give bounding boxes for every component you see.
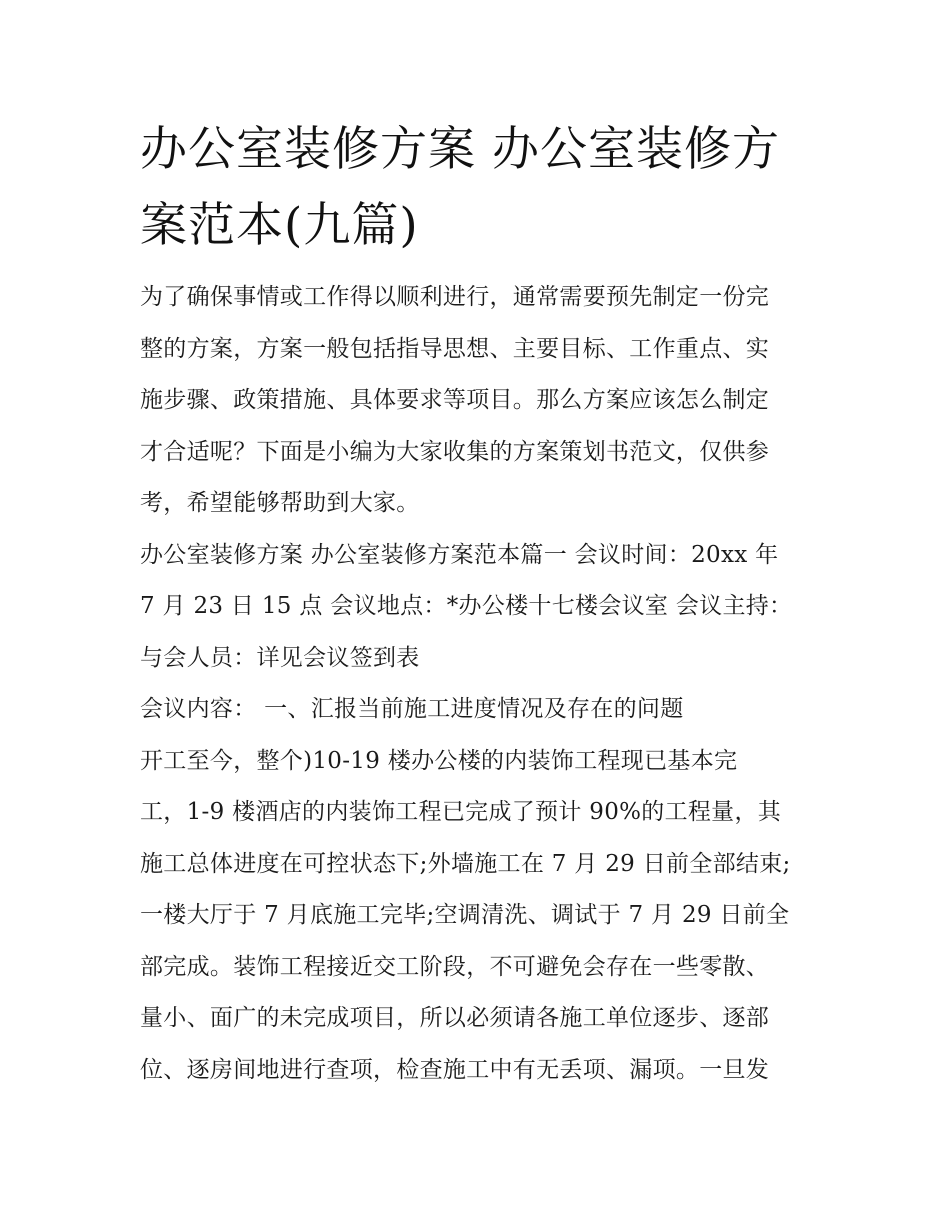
document-title [140,112,820,264]
title-line-2: 案范本(九篇) [140,198,419,253]
title-line-1: 办公室装修方案 办公室装修方 [140,122,780,177]
body-line: 施步骤、政策措施、具体要求等项目。那么方案应该怎么制定 [140,387,770,413]
body-line: 考，希望能够帮助到大家。 [140,490,420,516]
body-line: 与会人员：详见会议签到表 [140,644,420,671]
document-body [140,272,820,1096]
body-line: 部完成。装饰工程接近交工阶段，不可避免会存在一些零散、 [140,953,770,980]
body-line: 才合适呢？下面是小编为大家收集的方案策划书范文，仅供参 [140,438,770,465]
body-line: 施工总体进度在可控状态下;外墙施工在 7 月 29 日前全部结束; [140,850,791,877]
body-line: 工，1-9 楼酒店的内装饰工程已完成了预计 90%的工程量，其 [140,799,782,825]
body-line: 一楼大厅于 7 月底施工完毕;空调清洗、调试于 7 月 29 日前全 [140,902,790,928]
body-line: 为了确保事情或工作得以顺利进行，通常需要预先制定一份完 [140,284,770,310]
document-content [140,112,820,1096]
body-line: 位、逐房间地进行查项，检查施工中有无丢项、漏项。一旦发 [140,1056,770,1083]
body-line: 开工至今，整个)10-19 楼办公楼的内装饰工程现已基本完 [140,747,738,774]
body-line: 会议内容： 一、汇报当前施工进度情况及存在的问题 [140,696,684,722]
body-line: 办公室装修方案 办公室装修方案范本篇一 会议时间：20xx 年 [140,541,779,568]
body-line: 量小、面广的未完成项目，所以必须请各施工单位逐步、逐部 [140,1005,770,1031]
body-line: 整的方案，方案一般包括指导思想、主要目标、工作重点、实 [140,335,770,362]
body-line: 7 月 23 日 15 点 会议地点：*办公楼十七楼会议室 会议主持： [140,593,793,619]
